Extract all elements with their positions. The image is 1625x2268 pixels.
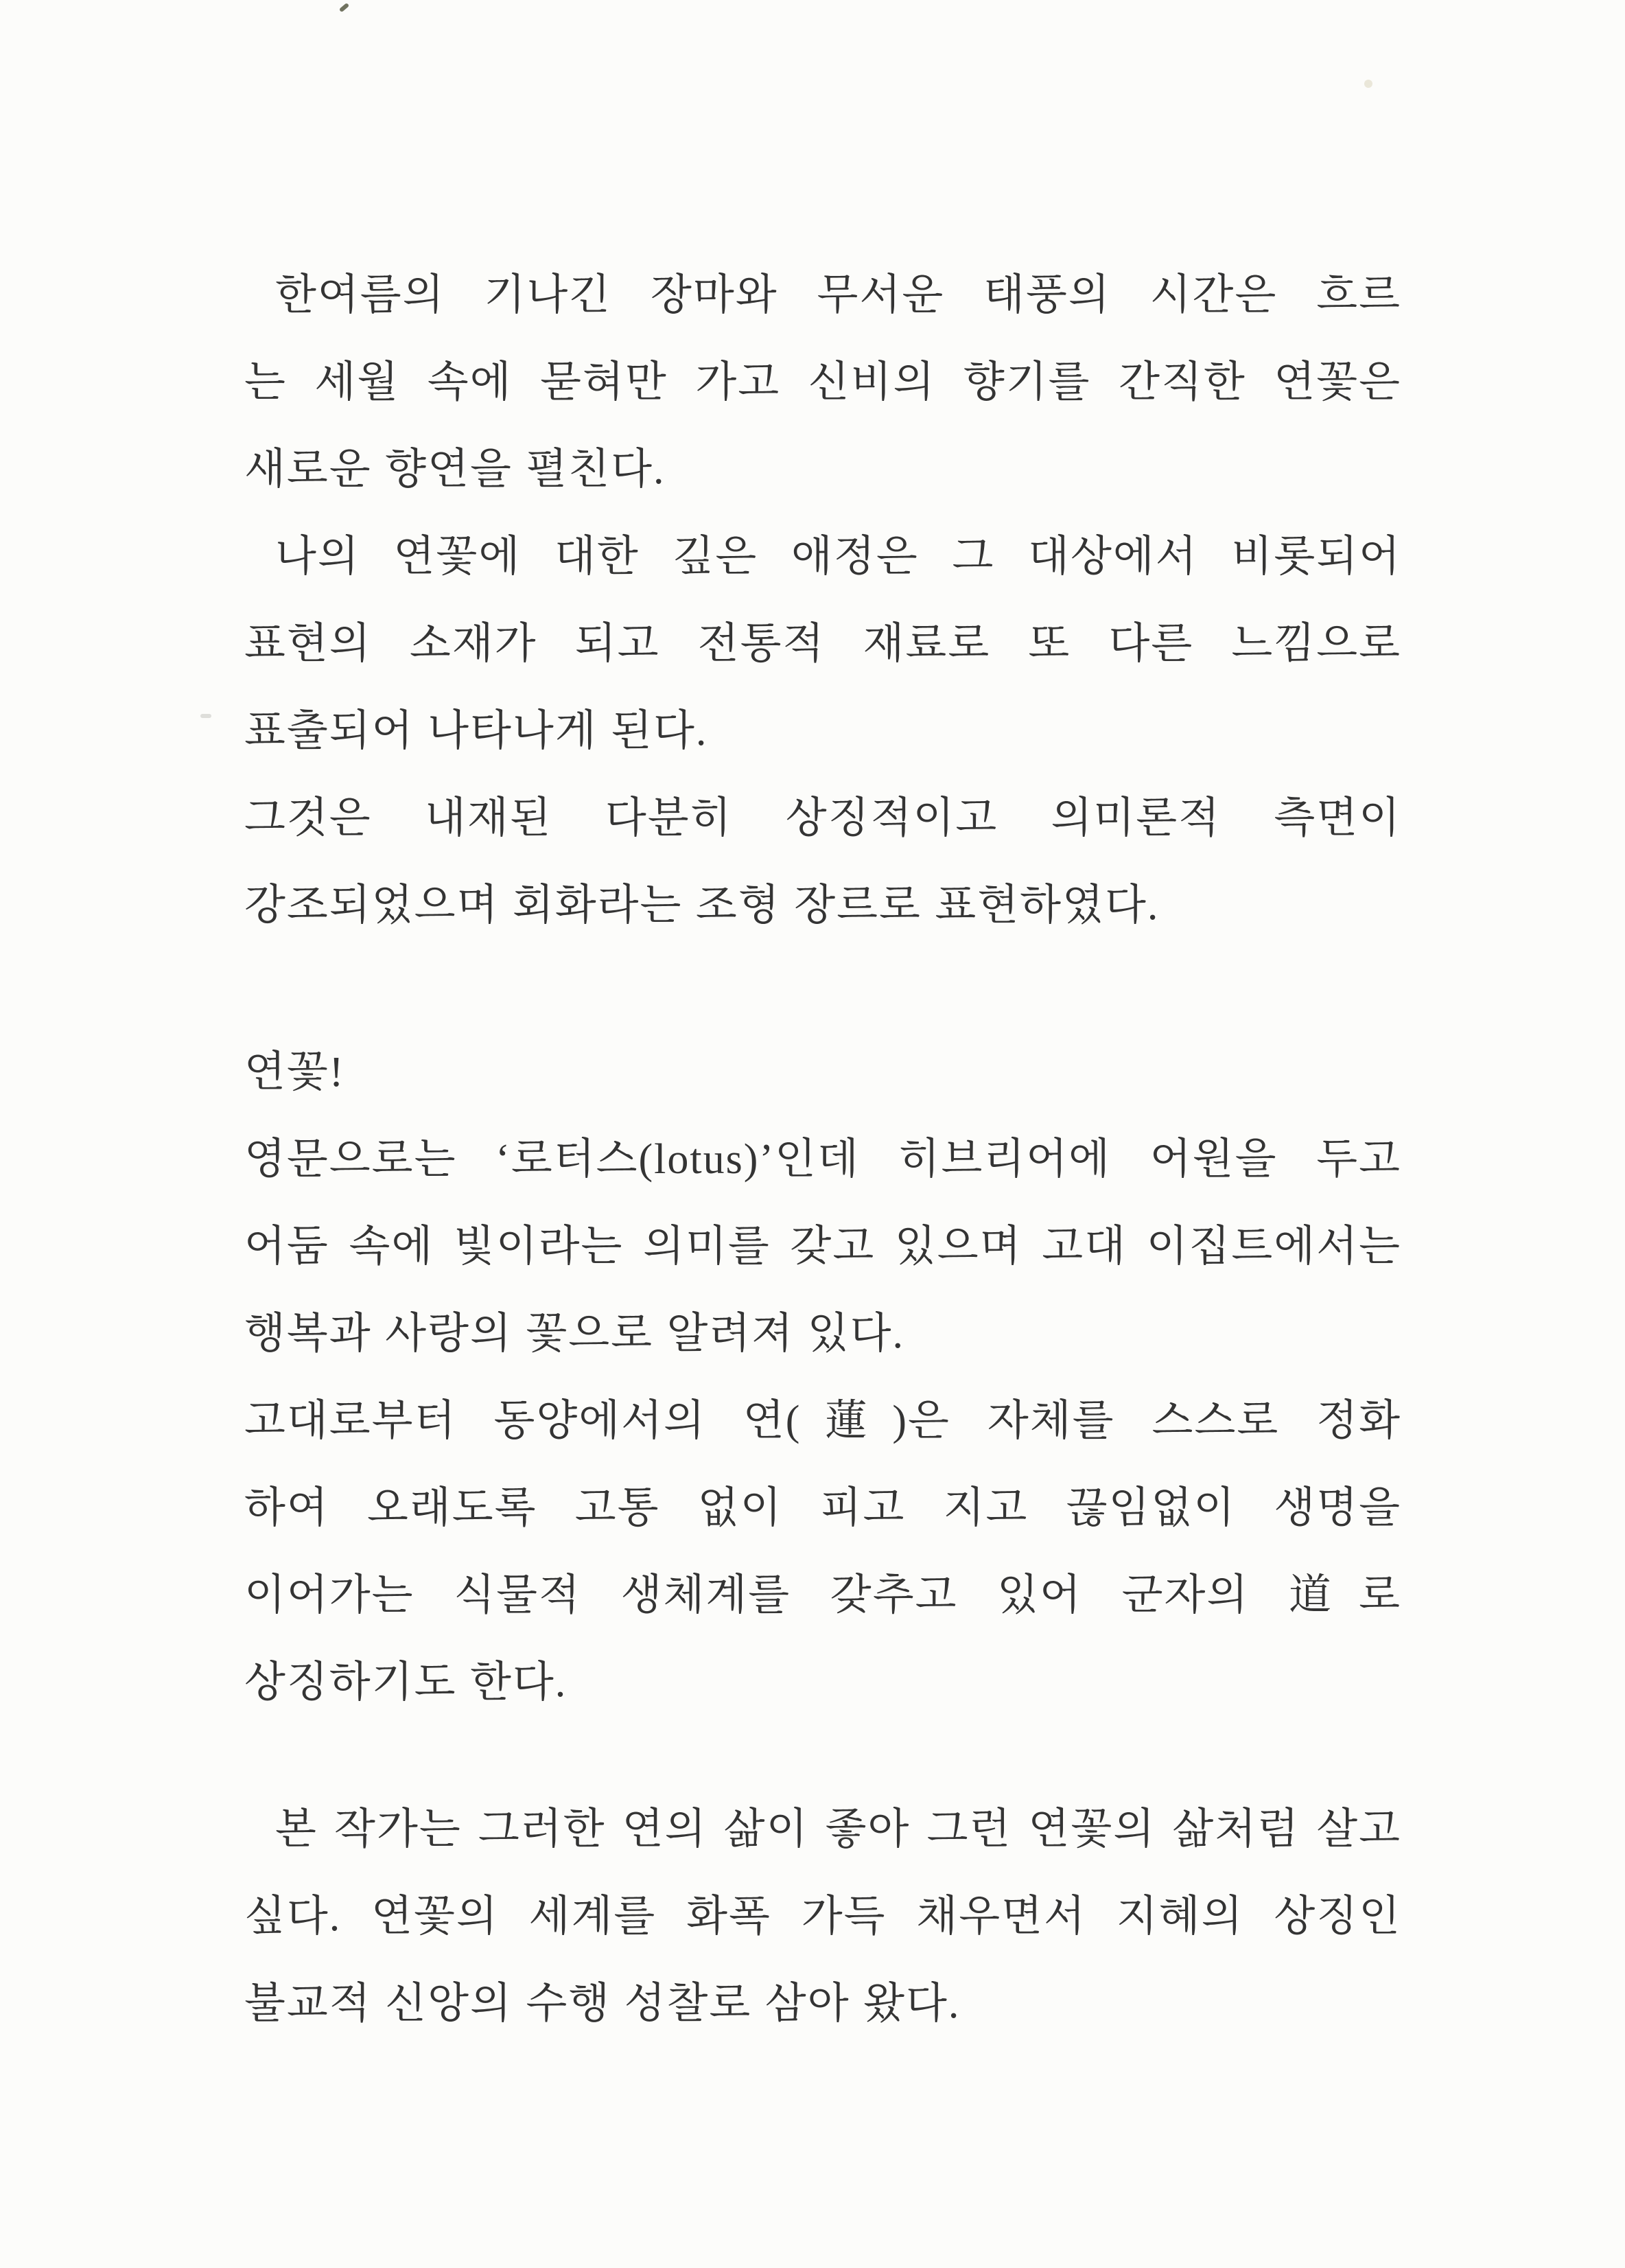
text-line-5: 표현의 소재가 되고 전통적 재료로 또 다른 느낌으로 [244, 621, 1401, 667]
text-line-18: 싶다. 연꽃의 세계를 화폭 가득 채우면서 지혜의 상징인 [244, 1893, 1401, 1940]
text-line-11: 어둠 속에 빛이라는 의미를 갖고 있으며 고대 이집트에서는 [244, 1223, 1401, 1270]
text-line-10: 영문으로는 ‘로터스(lotus)’인데 히브리어에 어원을 두고 [244, 1136, 1401, 1183]
text-line-6: 표출되어 나타나게 된다. [244, 708, 708, 754]
text-line-1: 한여름의 기나긴 장마와 무서운 태풍의 시간은 흐르 [275, 272, 1401, 319]
text-line-15: 이어가는 식물적 생체계를 갖추고 있어 군자의 道로 [244, 1572, 1401, 1619]
scan-speck-faint [1364, 80, 1372, 88]
paragraph-gap [244, 1726, 1401, 1786]
text-line-8: 강조되었으며 회화라는 조형 장르로 표현하였다. [244, 882, 1160, 929]
text-line-19: 불교적 신앙의 수행 성찰로 삼아 왔다. [244, 1980, 961, 2027]
text-line-9: 연꽃! [244, 1049, 345, 1096]
text-line-13: 고대로부터 동양에서의 연(蓮)은 자체를 스스로 정화 [244, 1398, 1401, 1444]
text-line-4: 나의 연꽃에 대한 깊은 애정은 그 대상에서 비롯되어 [275, 533, 1401, 580]
text-line-3: 새로운 향연을 펼친다. [244, 446, 666, 493]
text-line-12: 행복과 사랑의 꽃으로 알려져 있다. [244, 1310, 904, 1357]
text-line-14: 하여 오래도록 고통 없이 피고 지고 끊임없이 생명을 [244, 1485, 1401, 1531]
text-line-16: 상징하기도 한다. [244, 1659, 568, 1706]
scan-smudge-left-margin [200, 714, 211, 718]
text-line-17: 본 작가는 그러한 연의 삶이 좋아 그런 연꽃의 삶처럼 살고 [275, 1806, 1401, 1853]
scan-speck-top [339, 3, 349, 12]
paragraph-gap [244, 949, 1401, 1029]
text-line-7: 그것은 내재된 다분히 상징적이고 의미론적 측면이 [244, 795, 1401, 842]
text-line-2: 는 세월 속에 묻혀만 가고 신비의 향기를 간직한 연꽃은 [244, 359, 1401, 406]
essay-text-block [244, 252, 1401, 2048]
